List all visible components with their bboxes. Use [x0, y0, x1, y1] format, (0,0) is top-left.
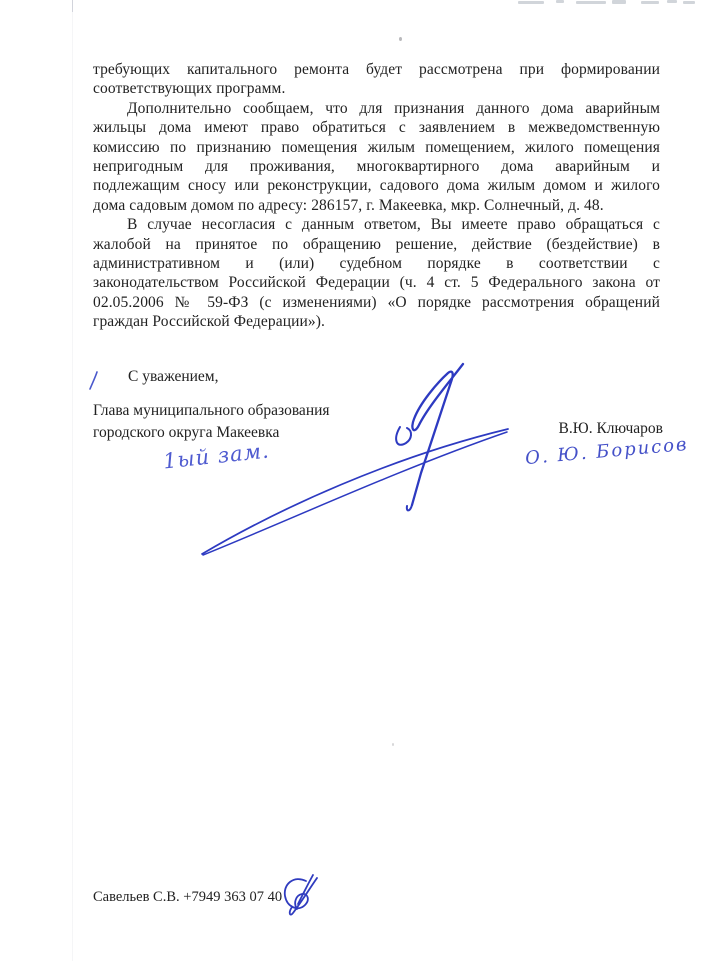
text-line: жильцы дома имеют право обратиться с заявлением в межведомственную: [93, 119, 660, 137]
scan-artifact: [667, 0, 677, 3]
scan-edge-line: [72, 0, 73, 961]
text-line: требующих капитального ремонта будет рассмотрена при формировании: [93, 61, 660, 78]
scan-artifact: [612, 0, 626, 4]
scan-artifact: [683, 1, 695, 4]
scan-artifact: [518, 1, 544, 4]
scan-artifact: [641, 1, 659, 4]
text-line: дома садовым домом по адресу: 286157, г. Макеевка, мкр. Солнечный, д. 48.: [93, 196, 604, 214]
text-line: непригодным для проживания, многоквартирного дома аварийным и: [93, 157, 660, 175]
signer-title-line1: Глава муниципального образования: [93, 402, 330, 419]
scan-artifact: [576, 1, 606, 4]
signer-title-line2: городского округа Макеевка: [93, 423, 280, 441]
letter-body: [93, 60, 660, 331]
scan-artifact: [556, 0, 564, 3]
scan-speck: [392, 743, 394, 746]
text-line: подлежащим сносу или реконструкции, садового дома жилым домом и жилого: [93, 177, 660, 195]
text-line: В случае несогласия с данным ответом, Вы имеете право обращаться с: [127, 216, 660, 234]
text-line: комиссию по признанию помещения жилым помещением, жилого помещения: [93, 138, 660, 156]
footer-signature: [276, 870, 328, 920]
footer-contact: Савельев С.В. +7949 363 07 40: [93, 889, 283, 905]
text-line: 02.05.2006 № 59-ФЗ (с изменениями) «О порядке рассмотрения обращений: [93, 293, 660, 311]
closing-salutation: С уважением,: [128, 368, 219, 385]
main-signature: [140, 345, 570, 565]
text-line: законодательством Российской Федерации (ч. 4 ст. 5 Федерального закона от: [93, 274, 660, 292]
signer-name: В.Ю. Ключаров: [558, 420, 663, 437]
text-line: Дополнительно сообщаем, что для признания данного дома аварийным: [127, 99, 660, 117]
text-line: граждан Российской Федерации»).: [93, 313, 325, 331]
text-line: административном и (или) судебном порядке в соответствии с: [93, 254, 660, 272]
handwritten-name: О. Ю. Борисов: [524, 433, 690, 470]
text-line: жалобой на принятое по обращению решение, действие (бездействие) в: [93, 235, 660, 253]
scan-speck: [399, 37, 402, 41]
pen-slash-mark: [88, 370, 100, 392]
text-line: соответствующих программ.: [93, 80, 286, 98]
handwritten-note: 1ый зам.: [162, 438, 271, 474]
